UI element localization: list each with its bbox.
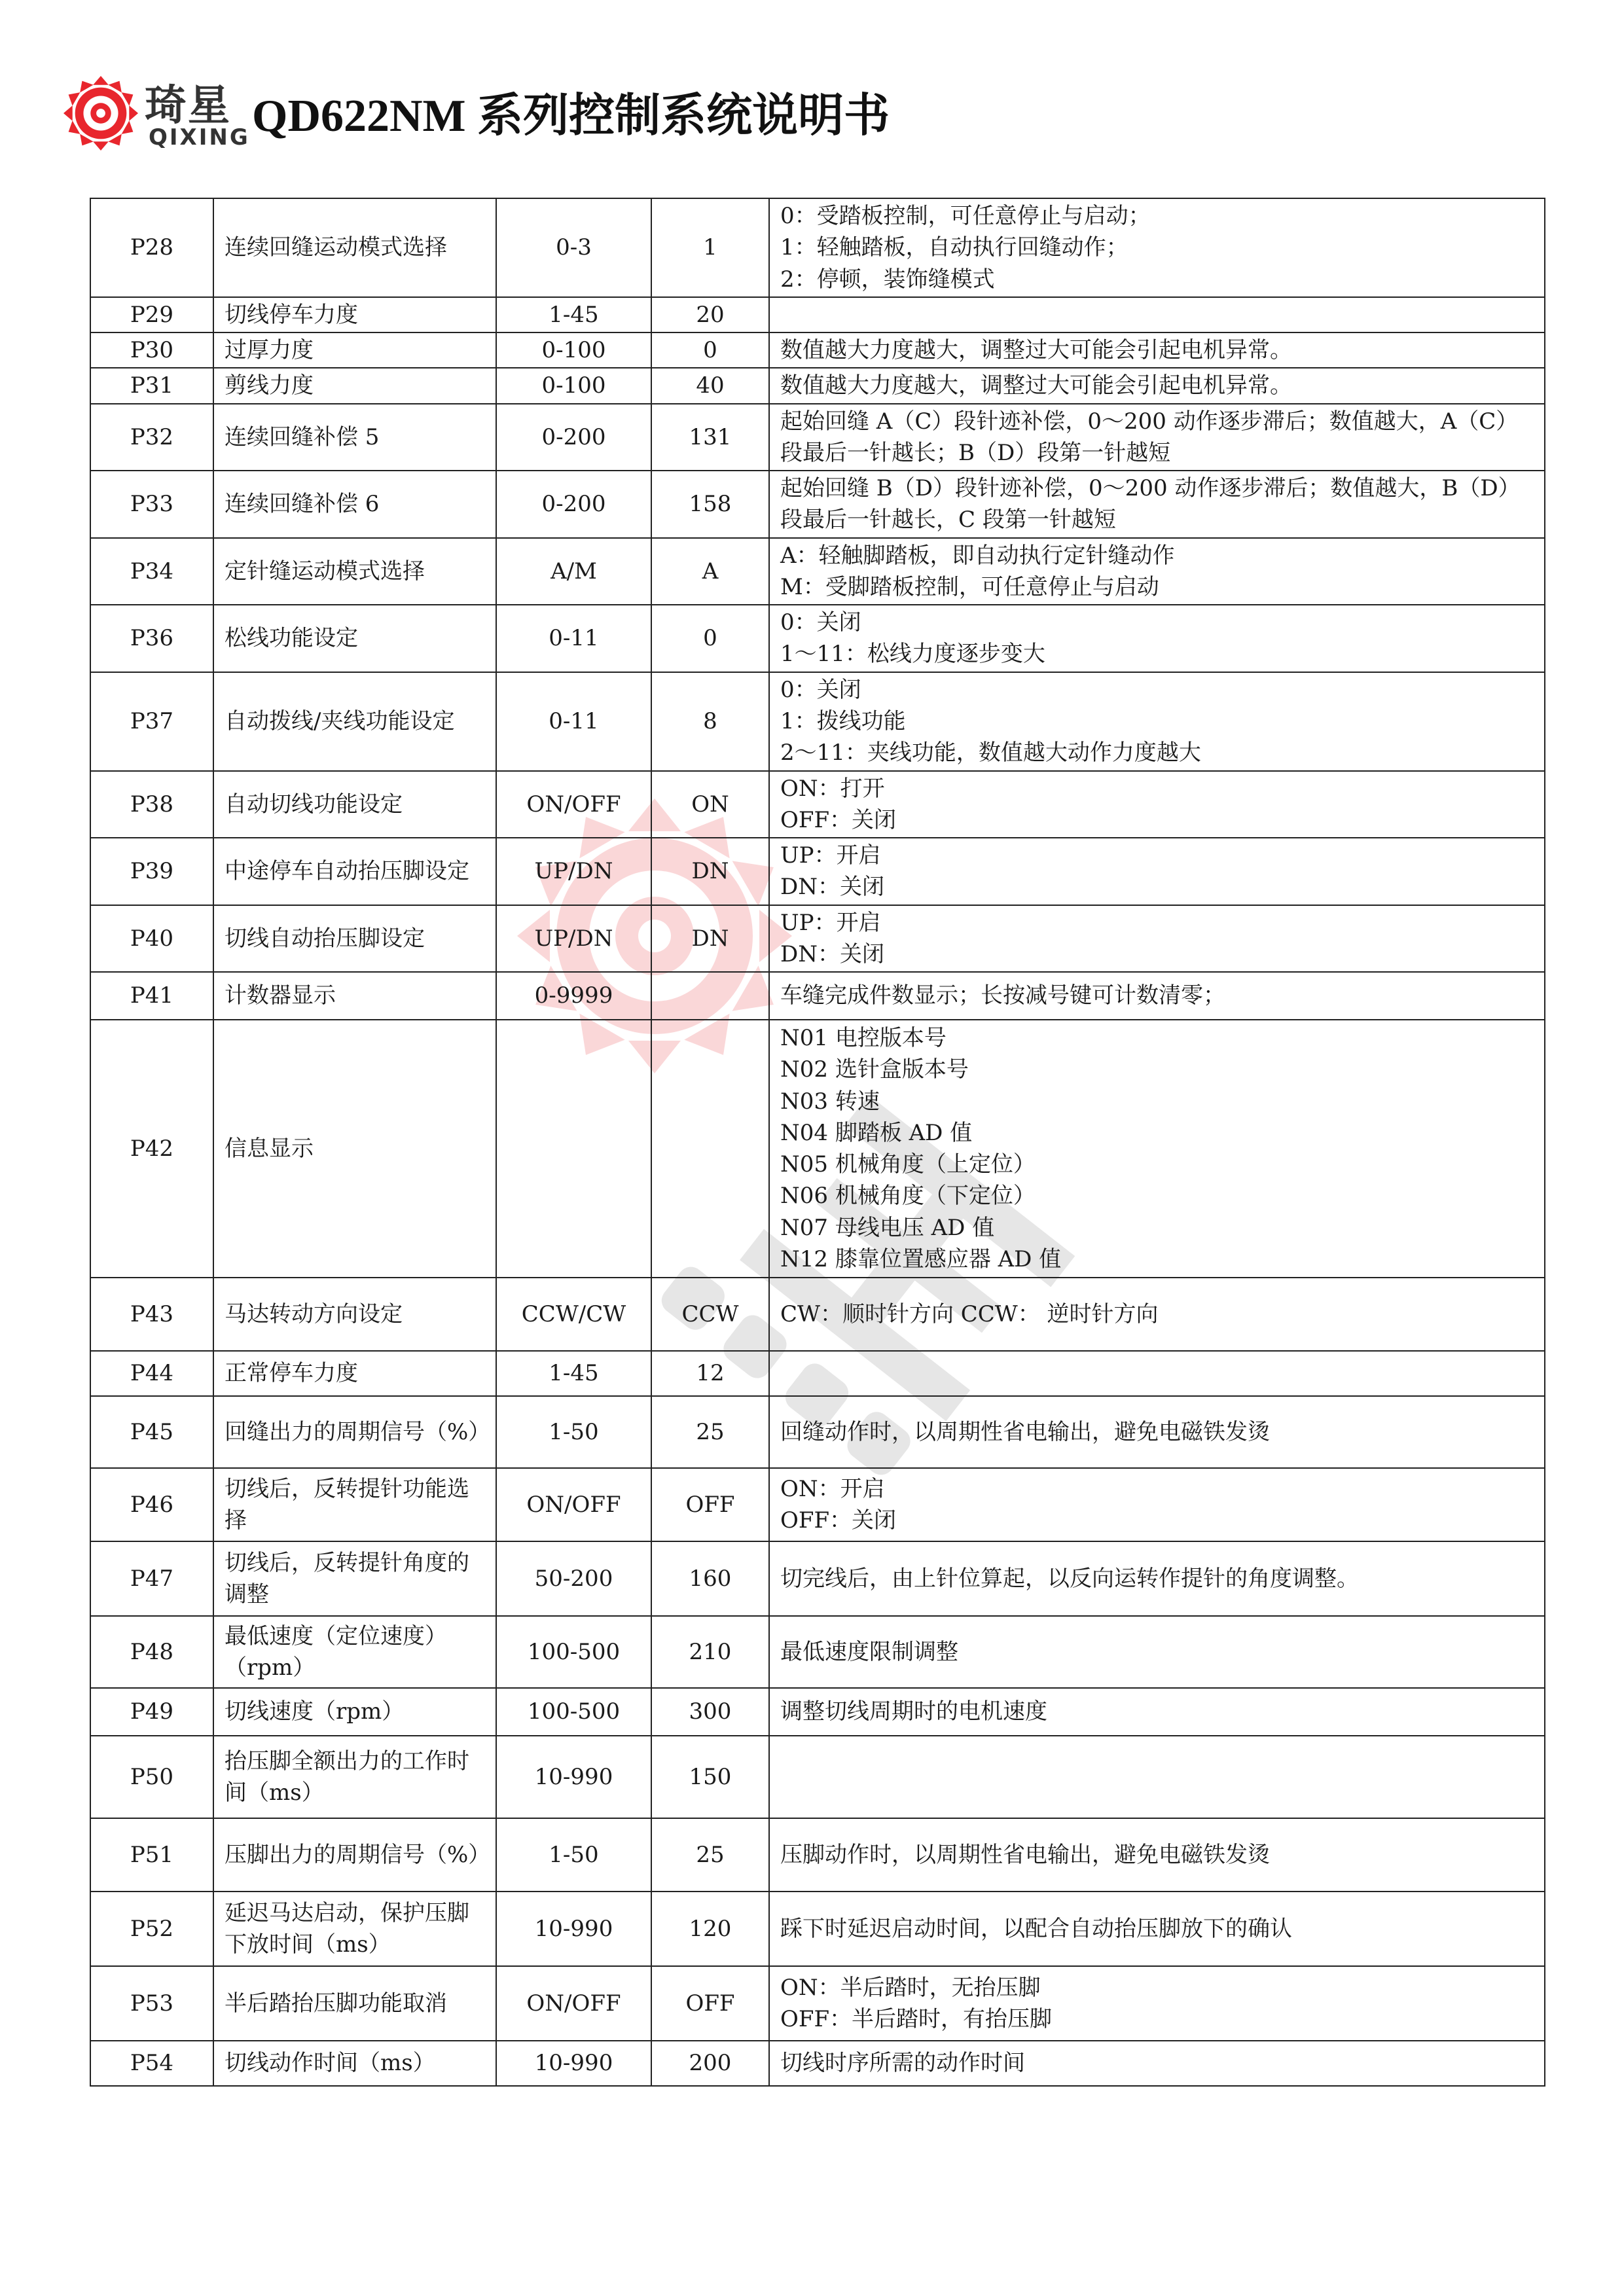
param-code-cell: P48 [90,1616,213,1688]
param-description-cell [769,332,1545,368]
description-line: N02 选针盒版本号 [780,1056,969,1083]
param-description-cell [769,471,1545,538]
description-line: N12 膝靠位置感应器 AD 值 [780,1246,1062,1272]
param-name-cell: 计数器显示 [213,972,496,1020]
param-description-cell [769,1396,1545,1468]
description-line: 0：关闭 [780,609,861,636]
param-name-cell: 定针缝运动模式选择 [213,538,496,605]
param-range-cell: 10-990 [496,1736,651,1818]
param-code-cell: P32 [90,404,213,471]
param-range-cell: 1-45 [496,1351,651,1396]
param-description-cell [769,1278,1545,1351]
description-line: 调整切线周期时的电机速度 [780,1698,1047,1725]
table-row [90,1736,1545,1818]
description-line: 压脚动作时，以周期性省电输出，避免电磁铁发烫 [780,1841,1270,1868]
description-line: 车缝完成件数显示；长按减号键可计数清零； [780,982,1225,1009]
description-line: 1：拨线功能 [780,708,906,734]
description-line: M：受脚踏板控制，可任意停止与启动 [780,573,1159,600]
param-range-cell: ON/OFF [496,771,651,838]
param-code-cell: P51 [90,1818,213,1892]
description-line: ON：打开 [780,775,885,802]
table-row [90,2041,1545,2086]
param-code-cell: P44 [90,1351,213,1396]
description-line: CW：顺时针方向 CCW： 逆时针方向 [780,1300,1159,1327]
param-range-cell: 0-11 [496,672,651,771]
param-description-cell [769,368,1545,403]
table-row [90,1020,1545,1278]
param-range-cell: 0-100 [496,368,651,403]
param-default-cell: OFF [651,1966,769,2041]
table-row [90,771,1545,838]
param-default-cell: 0 [651,605,769,672]
param-default-cell: 150 [651,1736,769,1818]
param-range-cell: 0-11 [496,605,651,672]
param-default-cell [651,972,769,1020]
param-default-cell: DN [651,838,769,905]
description-line: 数值越大力度越大，调整过大可能会引起电机异常。 [780,372,1292,399]
param-name-cell: 切线速度（rpm） [213,1688,496,1736]
description-line: OFF：关闭 [780,1507,897,1534]
description-line: N03 转速 [780,1088,880,1115]
param-name-cell: 切线自动抬压脚设定 [213,905,496,973]
param-name-cell: 切线停车力度 [213,297,496,332]
table-row [90,332,1545,368]
param-range-cell: 0-9999 [496,972,651,1020]
param-description-cell [769,771,1545,838]
param-description-cell [769,1541,1545,1616]
param-code-cell: P28 [90,198,213,297]
param-code-cell: P34 [90,538,213,605]
param-code-cell: P53 [90,1966,213,2041]
param-description-cell [769,1966,1545,2041]
qixing-logo-icon [62,75,139,152]
param-name-cell: 松线功能设定 [213,605,496,672]
param-name-cell: 信息显示 [213,1020,496,1278]
param-default-cell: 120 [651,1892,769,1966]
param-range-cell: 100-500 [496,1616,651,1688]
param-name-cell: 正常停车力度 [213,1351,496,1396]
table-row [90,1396,1545,1468]
parameter-table [90,198,1545,2087]
param-name-cell: 抬压脚全额出力的工作时间（ms） [213,1736,496,1818]
table-row [90,1468,1545,1541]
param-range-cell: 0-3 [496,198,651,297]
param-name-cell: 连续回缝运动模式选择 [213,198,496,297]
param-default-cell: 300 [651,1688,769,1736]
description-line: 数值越大力度越大，调整过大可能会引起电机异常。 [780,337,1292,364]
param-name-cell: 半后踏抬压脚功能取消 [213,1966,496,2041]
param-default-cell: 131 [651,404,769,471]
table-row [90,605,1545,672]
param-description-cell [769,1818,1545,1892]
param-name-cell: 延迟马达启动，保护压脚下放时间（ms） [213,1892,496,1966]
description-line: UP：开启 [780,842,881,869]
description-line: 0：受踏板控制，可任意停止与启动； [780,203,1151,229]
table-row [90,1892,1545,1966]
description-line: ON：开启 [780,1475,885,1502]
description-line: 切线时序所需的动作时间 [780,2050,1025,2077]
param-default-cell: 25 [651,1396,769,1468]
param-default-cell: DN [651,905,769,973]
param-description-cell [769,605,1545,672]
table-row [90,198,1545,297]
param-name-cell: 马达转动方向设定 [213,1278,496,1351]
description-line: N04 脚踏板 AD 值 [780,1119,973,1146]
param-description-cell [769,1020,1545,1278]
param-name-cell: 切线后，反转提针角度的调整 [213,1541,496,1616]
param-description-cell [769,1892,1545,1966]
param-code-cell: P41 [90,972,213,1020]
param-description-cell [769,297,1545,332]
param-name-cell: 切线动作时间（ms） [213,2041,496,2086]
param-name-cell: 自动拨线/夹线功能设定 [213,672,496,771]
param-default-cell: 158 [651,471,769,538]
param-range-cell: 100-500 [496,1688,651,1736]
table-row [90,471,1545,538]
param-code-cell: P36 [90,605,213,672]
param-description-cell [769,1351,1545,1396]
table-row [90,1966,1545,2041]
description-line: 切完线后，由上针位算起，以反向运转作提针的角度调整。 [780,1565,1359,1592]
param-code-cell: P37 [90,672,213,771]
table-row [90,1818,1545,1892]
param-range-cell: 1-45 [496,297,651,332]
param-range-cell: 1-50 [496,1818,651,1892]
param-default-cell [651,1020,769,1278]
table-row [90,972,1545,1020]
brand-name-cn: 琦星 [145,82,231,130]
description-line: 0：关闭 [780,676,861,703]
param-default-cell: 8 [651,672,769,771]
description-line: 段最后一针越长，C 段第一针越短 [780,507,1116,533]
param-code-cell: P47 [90,1541,213,1616]
param-range-cell: ON/OFF [496,1966,651,2041]
param-description-cell [769,905,1545,973]
param-description-cell [769,2041,1545,2086]
param-default-cell: A [651,538,769,605]
brand-name-en: QIXING [149,124,250,151]
description-line: N06 机械角度（下定位） [780,1183,1036,1210]
param-range-cell: A/M [496,538,651,605]
description-line: N07 母线电压 AD 值 [780,1214,995,1241]
param-range-cell: ON/OFF [496,1468,651,1541]
param-default-cell: 0 [651,332,769,368]
param-default-cell: 200 [651,2041,769,2086]
param-name-cell: 连续回缝补偿 6 [213,471,496,538]
param-default-cell: 160 [651,1541,769,1616]
param-name-cell: 切线后，反转提针功能选择 [213,1468,496,1541]
param-default-cell: 210 [651,1616,769,1688]
param-code-cell: P54 [90,2041,213,2086]
description-line: N01 电控版本号 [780,1025,947,1052]
param-range-cell: 0-200 [496,404,651,471]
param-description-cell [769,1468,1545,1541]
param-description-cell [769,972,1545,1020]
param-name-cell: 中途停车自动抬压脚设定 [213,838,496,905]
param-name-cell: 回缝出力的周期信号（%） [213,1396,496,1468]
param-default-cell: OFF [651,1468,769,1541]
description-line: 回缝动作时，以周期性省电输出，避免电磁铁发烫 [780,1418,1270,1445]
table-row [90,838,1545,905]
param-code-cell: P43 [90,1278,213,1351]
param-code-cell: P50 [90,1736,213,1818]
param-range-cell: 10-990 [496,1892,651,1966]
param-description-cell [769,1688,1545,1736]
param-code-cell: P45 [90,1396,213,1468]
param-name-cell: 最低速度（定位速度）（rpm） [213,1616,496,1688]
table-row [90,905,1545,973]
description-line: 2～11：夹线功能，数值越大动作力度越大 [780,740,1201,766]
param-code-cell: P52 [90,1892,213,1966]
param-range-cell: 0-100 [496,332,651,368]
param-description-cell [769,198,1545,297]
param-name-cell: 剪线力度 [213,368,496,403]
param-name-cell: 连续回缝补偿 5 [213,404,496,471]
description-line: 踩下时延迟启动时间，以配合自动抬压脚放下的确认 [780,1915,1292,1942]
param-code-cell: P40 [90,905,213,973]
param-range-cell: 10-990 [496,2041,651,2086]
param-description-cell [769,672,1545,771]
description-line: 起始回缝 A（C）段针迹补偿，0～200 动作逐步滞后；数值越大，A（C） [780,408,1519,435]
description-line: 最低速度限制调整 [780,1638,958,1665]
description-line: OFF：关闭 [780,806,897,833]
param-code-cell: P46 [90,1468,213,1541]
param-range-cell: 1-50 [496,1396,651,1468]
description-line: 1～11：松线力度逐步变大 [780,641,1045,668]
description-line: UP：开启 [780,909,881,936]
table-row [90,672,1545,771]
param-description-cell [769,838,1545,905]
table-row [90,1688,1545,1736]
param-default-cell: 25 [651,1818,769,1892]
param-code-cell: P38 [90,771,213,838]
description-line: 起始回缝 B（D）段针迹补偿，0～200 动作逐步滞后；数值越大，B（D） [780,475,1521,502]
table-row [90,1616,1545,1688]
param-description-cell [769,538,1545,605]
description-line: 段最后一针越长；B（D）段第一针越短 [780,439,1171,466]
param-range-cell: CCW/CW [496,1278,651,1351]
param-default-cell: 1 [651,198,769,297]
param-description-cell [769,404,1545,471]
description-line: A：轻触脚踏板，即自动执行定针缝动作 [780,542,1175,569]
param-code-cell: P42 [90,1020,213,1278]
param-description-cell [769,1616,1545,1688]
param-default-cell: 40 [651,368,769,403]
description-line: DN：关闭 [780,941,885,967]
description-line: ON：半后踏时，无抬压脚 [780,1974,1041,2001]
param-name-cell: 压脚出力的周期信号（%） [213,1818,496,1892]
table-row [90,538,1545,605]
description-line: 1：轻触踏板，自动执行回缝动作； [780,234,1128,261]
param-default-cell: ON [651,771,769,838]
param-range-cell: UP/DN [496,905,651,973]
param-range-cell: 0-200 [496,471,651,538]
table-row [90,1351,1545,1396]
param-name-cell: 过厚力度 [213,332,496,368]
description-line: OFF：半后踏时，有抬压脚 [780,2006,1053,2033]
param-default-cell: 12 [651,1351,769,1396]
table-row [90,1278,1545,1351]
param-default-cell: 20 [651,297,769,332]
table-row [90,368,1545,403]
param-description-cell [769,1736,1545,1818]
param-code-cell: P33 [90,471,213,538]
table-row [90,404,1545,471]
param-range-cell [496,1020,651,1278]
description-line: N05 机械角度（上定位） [780,1151,1036,1178]
param-code-cell: P30 [90,332,213,368]
param-code-cell: P39 [90,838,213,905]
table-row [90,297,1545,332]
description-line: DN：关闭 [780,874,885,901]
table-row [90,1541,1545,1616]
param-code-cell: P29 [90,297,213,332]
param-code-cell: P49 [90,1688,213,1736]
param-default-cell: CCW [651,1278,769,1351]
param-code-cell: P31 [90,368,213,403]
description-line: 2：停顿，装饰缝模式 [780,266,995,293]
document-title: QD622NM 系列控制系统说明书 [252,91,890,141]
param-name-cell: 自动切线功能设定 [213,771,496,838]
param-range-cell: 50-200 [496,1541,651,1616]
param-range-cell: UP/DN [496,838,651,905]
